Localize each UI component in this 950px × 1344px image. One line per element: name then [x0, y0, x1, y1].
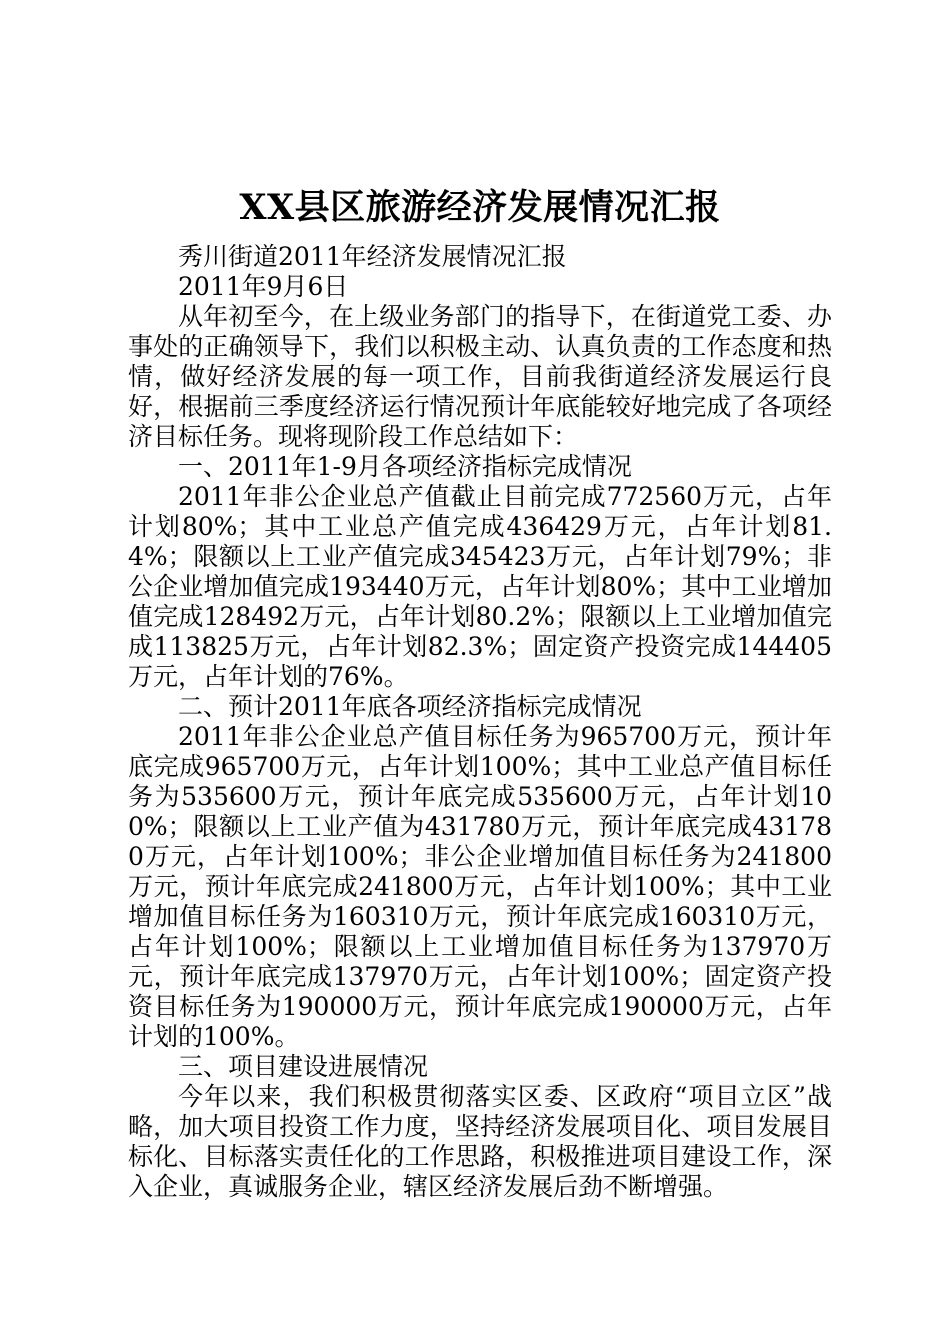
- document-page: [128, 180, 832, 1202]
- document-title: XX县区旅游经济发展情况汇报: [239, 187, 721, 228]
- intro-paragraph: 从年初至今，在上级业务部门的指导下，在街道党工委、办事处的正确领导下，我们以积极主动、认真负责的工作态度和热情，做好经济发展的每一项工作，目前我街道经济发展运行良好，根据前三季度经济运行情况预计年底能较好地完成了各项经济目标任务。现将现阶段工作总结如下：: [128, 302, 832, 451]
- section-3-paragraph: 今年以来，我们积极贯彻落实区委、区政府“项目立区”战略，加大项目投资工作力度，坚持经济发展项目化、项目发展目标化、目标落实责任化的工作思路，积极推进项目建设工作，深入企业，真诚服务企业，辖区经济发展后劲不断增强。: [128, 1082, 832, 1201]
- section-1-heading: 一、2011年1-9月各项经济指标完成情况: [178, 452, 632, 481]
- section-2-paragraph: 2011年非公企业总产值目标任务为965700万元，预计年底完成965700万元，占年计划100%；其中工业总产值目标任务为535600万元，预计年底完成535600万元，占年计划100%；限额以上工业产值为431780万元，预计年底完成431780万元，占年计划100%；非公企业增加值目标任务为241800万元，预计年底完成241800万元，占年计划100%；其中工业增加值目标任务为160310万元，预计年底完成160310万元，占年计划100%；限额以上工业增加值目标任务为137970万元，预计年底完成137970万元，占年计划100%；固定资产投资目标任务为190000万元，预计年底完成190000万元，占年计划的100%。: [128, 722, 832, 1051]
- section-2-heading: 二、预计2011年底各项经济指标完成情况: [178, 692, 642, 721]
- section-1-paragraph: 2011年非公企业总产值截止目前完成772560万元，占年计划80%；其中工业总产值完成436429万元，占年计划81.4%；限额以上工业产值完成345423万元，占年计划79%；非公企业增加值完成193440万元，占年计划80%；其中工业增加值完成128492万元，占年计划80.2%；限额以上工业增加值完成113825万元，占年计划82.3%；固定资产投资完成144405万元，占年计划的76%。: [128, 482, 832, 691]
- document-subtitle: 秀川街道2011年经济发展情况汇报: [178, 242, 567, 271]
- document-date: 2011年9月6日: [178, 272, 349, 301]
- section-3-heading: 三、项目建设进展情况: [178, 1052, 429, 1081]
